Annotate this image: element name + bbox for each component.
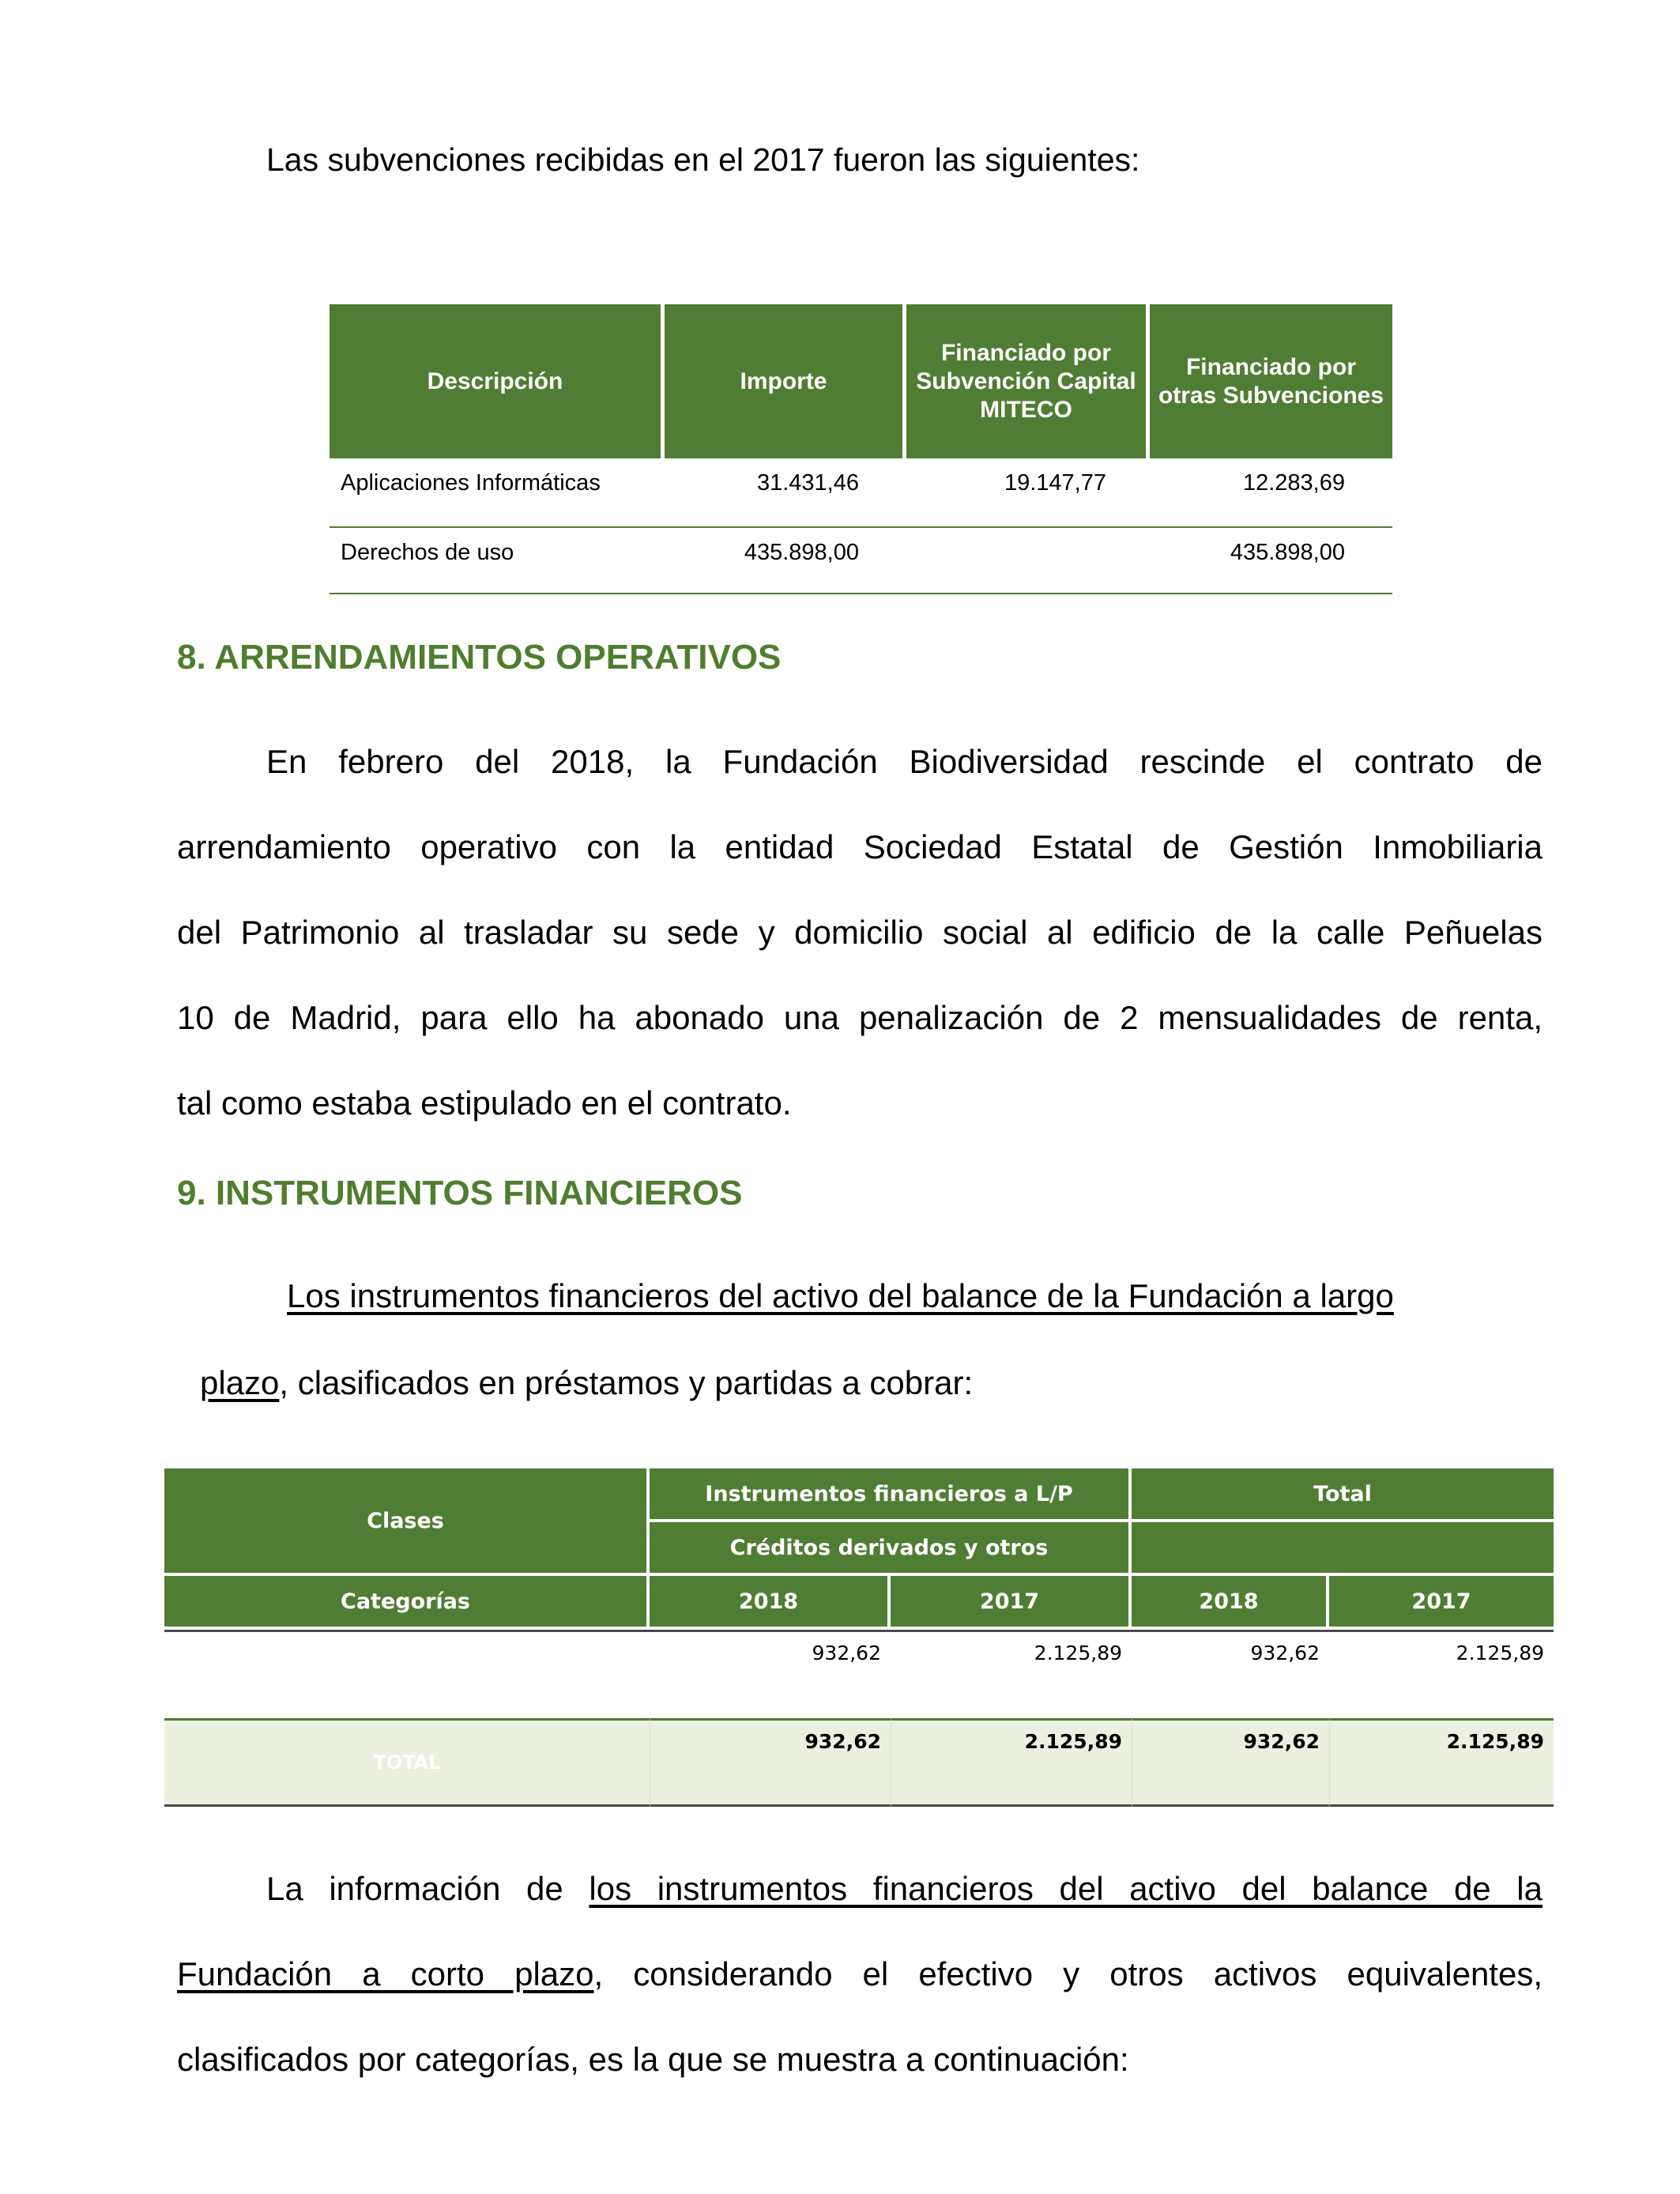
paragraph-line: En febrero del 2018, la Fundación Biodiversidad rescinde el contrato de [266,743,1543,780]
header-year: 2018 [650,1576,891,1630]
header-year: 2017 [1329,1576,1554,1630]
instruments-header-row-1 [164,1468,1554,1522]
subsidies-header-row [330,304,1392,458]
header-descripcion: Descripción [330,304,665,458]
header-year: 2017 [891,1576,1132,1630]
line-text: , considerando el efectivo y otros activos equivalentes, [593,1955,1543,1992]
total-value: 2.125,89 [891,1718,1132,1807]
section-9-heading: 9. INSTRUMENTOS FINANCIEROS [177,1174,743,1212]
underlined-text: plazo [200,1364,280,1401]
cell-otras: 12.283,69 [1242,470,1345,496]
paragraph-line: tal como estaba estipulado en el contrato. [177,1084,792,1122]
instruments-header-row-3 [164,1576,1554,1630]
cell-miteco: 19.147,77 [1004,470,1106,496]
section-8-paragraph [177,719,1543,1146]
header-total: Total [1132,1468,1554,1522]
line-text: La información de [266,1870,590,1907]
cell-value: 2.125,89 [1329,1630,1554,1718]
total-value: 932,62 [650,1718,891,1807]
total-value: 2.125,89 [1329,1718,1554,1807]
header-year: 2018 [1132,1576,1329,1630]
cell-otras: 435.898,00 [1150,526,1392,594]
closing-paragraph [177,1846,1543,2102]
instruments-table [164,1468,1554,1807]
paragraph-line: del Patrimonio al trasladar su sede y domicilio social al edificio de la calle Peñuelas [177,914,1543,951]
header-empty [1132,1522,1554,1576]
total-row [164,1718,1554,1807]
header-miteco: Financiado por Subvención Capital MITECO [906,304,1150,458]
header-categorias: Categorías [164,1576,650,1630]
line-text: , clasificados en préstamos y partidas a cobrar: [279,1364,974,1401]
total-label: TOTAL [164,1718,650,1807]
cell-value: 932,62 [650,1630,891,1718]
header-clases: Clases [164,1468,650,1576]
section-8-heading: 8. ARRENDAMIENTOS OPERATIVOS [177,638,782,677]
cell-descripcion: Aplicaciones Informáticas [341,470,601,496]
underlined-text: Los instrumentos financieros del activo del balance de la Fundación a largo [287,1277,1394,1314]
table-row [330,526,1392,594]
cell-miteco [906,526,1150,594]
header-importe: Importe [665,304,906,458]
section-9-line-1 [287,1276,1394,1317]
paragraph-line [177,1932,1543,2017]
section-9-line-2 [200,1363,973,1404]
paragraph-line [177,1846,1543,1932]
paragraph-line: clasificados por categorías, es la que se muestra a continuación: [177,2041,1129,2078]
underlined-text: los instrumentos financieros del activo del balance de la [589,1870,1543,1907]
cell-value: 932,62 [1132,1630,1329,1718]
cell-descripcion: Derechos de uso [330,526,665,594]
subsidies-table [330,304,1392,594]
paragraph-line: arrendamiento operativo con la entidad Sociedad Estatal de Gestión Inmobiliaria [177,828,1543,865]
underlined-text: Fundación a corto plazo [177,1955,594,1992]
header-creditos: Créditos derivados y otros [650,1522,1132,1576]
table-row [330,458,1392,526]
header-instrumentos-lp: Instrumentos financieros a L/P [650,1468,1132,1522]
cell-importe: 31.431,46 [756,470,859,496]
header-otras: Financiado por otras Subvenciones [1150,304,1392,458]
table-row [164,1630,1554,1718]
intro-text: Las subvenciones recibidas en el 2017 fueron las siguientes: [266,141,1140,178]
cell-categoria [164,1630,650,1718]
paragraph-line: 10 de Madrid, para ello ha abonado una penalización de 2 mensualidades de renta, [177,999,1543,1036]
cell-value: 2.125,89 [891,1630,1132,1718]
total-value: 932,62 [1132,1718,1329,1807]
cell-importe: 435.898,00 [665,526,906,594]
